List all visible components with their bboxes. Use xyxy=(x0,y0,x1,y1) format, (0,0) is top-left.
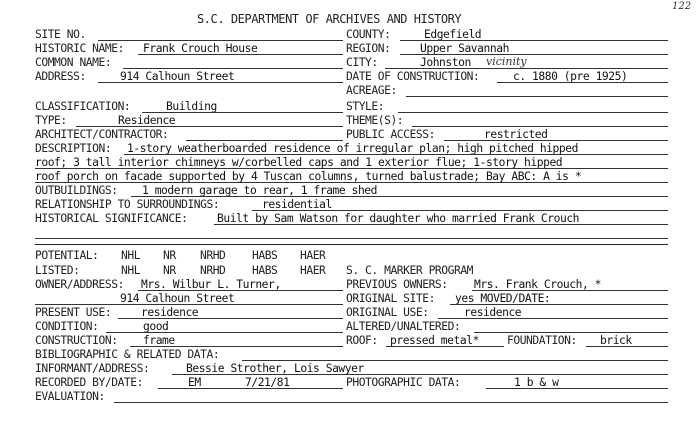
value-recorded-by: EM xyxy=(188,376,201,389)
label-listed: LISTED: xyxy=(35,264,80,277)
label-previous-owners: PREVIOUS OWNERS: xyxy=(346,278,448,291)
rule-photographic xyxy=(486,388,668,389)
rule-owner-1 xyxy=(138,290,343,291)
value-date-of-construction: c. 1880 (pre 1925) xyxy=(513,70,628,83)
value-county: Edgefield xyxy=(424,28,482,41)
rule-style xyxy=(398,112,668,113)
value-construction: frame xyxy=(143,334,175,347)
label-address: ADDRESS: xyxy=(35,70,86,83)
label-site-no: SITE NO. xyxy=(35,28,86,41)
rule-classification xyxy=(142,112,343,113)
rule-altered xyxy=(474,332,668,333)
value-foundation: brick xyxy=(600,334,632,347)
value-present-use: residence xyxy=(141,306,199,319)
rule-theme xyxy=(412,126,668,127)
rule-present-use xyxy=(118,318,343,319)
rule-foundation xyxy=(586,346,668,347)
value-previous-owners: Mrs. Frank Crouch, * xyxy=(474,278,602,291)
value-city-note: vicinity xyxy=(486,55,527,68)
rule-address xyxy=(98,82,343,83)
potential-code-nrhd: NRHD xyxy=(200,249,226,262)
rule-original-use xyxy=(438,318,668,319)
value-original-use: residence xyxy=(464,306,522,319)
label-evaluation: EVALUATION: xyxy=(35,390,105,403)
label-city: CITY: xyxy=(346,56,378,69)
value-relationship: residential xyxy=(262,198,332,211)
rule-date-of-construction xyxy=(497,82,668,83)
label-condition: CONDITION: xyxy=(35,320,99,333)
rule-county xyxy=(400,40,668,41)
rule-description-2 xyxy=(35,168,668,169)
rule-common-name xyxy=(123,68,343,69)
rule-public-access xyxy=(444,140,668,141)
section-divider xyxy=(35,244,668,245)
potential-code-haer: HAER xyxy=(300,249,326,262)
label-county: COUNTY: xyxy=(346,28,391,41)
label-architect: ARCHITECT/CONTRACTOR: xyxy=(35,128,169,141)
rule-description-3 xyxy=(35,182,668,183)
form-title: S.C. DEPARTMENT OF ARCHIVES AND HISTORY xyxy=(197,12,462,26)
rule-significance-2 xyxy=(35,238,668,239)
rule-bibliographic xyxy=(242,360,668,361)
label-common-name: COMMON NAME: xyxy=(35,56,112,69)
rule-previous-owners xyxy=(472,290,668,291)
potential-code-nr: NR xyxy=(163,249,176,262)
value-description-line-1: 1-story weatherboarded residence of irregular plan; high pitched hipped xyxy=(127,142,578,155)
label-potential: POTENTIAL: xyxy=(35,249,99,262)
rule-site-no xyxy=(98,40,343,41)
value-description-line-2: roof; 3 tall interior chimneys w/corbelled caps and 1 exterior flue; 1-story hipped xyxy=(35,156,563,169)
rule-condition xyxy=(106,332,343,333)
label-classification: CLASSIFICATION: xyxy=(35,100,131,113)
label-roof: ROOF: xyxy=(346,334,378,347)
page-number: 122 xyxy=(672,1,692,12)
label-public-access: PUBLIC ACCESS: xyxy=(346,128,435,141)
rule-construction xyxy=(130,346,343,347)
label-original-use: ORIGINAL USE: xyxy=(346,306,429,319)
rule-owner-2 xyxy=(35,304,343,305)
listed-code-nrhd: NRHD xyxy=(200,264,226,277)
label-foundation: FOUNDATION: xyxy=(507,334,577,347)
label-photographic: PHOTOGRAPHIC DATA: xyxy=(346,376,461,389)
value-informant: Bessie Strother, Lois Sawyer xyxy=(186,362,364,375)
value-outbuildings: 1 modern garage to rear, 1 frame shed xyxy=(142,184,377,197)
rule-type xyxy=(76,126,343,127)
listed-code-haer: HAER xyxy=(300,264,326,277)
label-owner-address: OWNER/ADDRESS: xyxy=(35,278,124,291)
rule-city xyxy=(385,68,668,69)
label-bibliographic: BIBLIOGRAPHIC & RELATED DATA: xyxy=(35,348,220,361)
value-type: Residence xyxy=(118,114,176,127)
rule-relationship xyxy=(252,210,668,211)
value-roof: pressed metal* xyxy=(390,334,479,347)
value-owner-line-2: 914 Calhoun Street xyxy=(120,292,235,305)
listed-code-nr: NR xyxy=(163,264,176,277)
listed-code-habs: HABS xyxy=(252,264,278,277)
rule-acreage xyxy=(406,96,668,97)
label-historic-name: HISTORIC NAME: xyxy=(35,42,124,55)
label-type: TYPE: xyxy=(35,114,67,127)
label-recorded-by: RECORDED BY/DATE: xyxy=(35,376,143,389)
value-original-site: yes MOVED/DATE: xyxy=(455,292,551,305)
label-significance: HISTORICAL SIGNIFICANCE: xyxy=(35,212,188,225)
potential-code-nhl: NHL xyxy=(121,249,141,262)
value-photographic: 1 b & w xyxy=(514,376,559,389)
rule-recorded-by xyxy=(158,388,343,389)
label-construction: CONSTRUCTION: xyxy=(35,334,118,347)
label-acreage: ACREAGE: xyxy=(346,84,397,97)
rule-region xyxy=(400,54,668,55)
value-region: Upper Savannah xyxy=(420,42,509,55)
rule-description-1 xyxy=(124,154,668,155)
rule-evaluation xyxy=(114,402,668,403)
label-original-site: ORIGINAL SITE: xyxy=(346,292,435,305)
label-marker-program: S. C. MARKER PROGRAM xyxy=(346,264,474,277)
value-historic-name: Frank Crouch House xyxy=(143,42,258,55)
label-relationship: RELATIONSHIP TO SURROUNDINGS: xyxy=(35,198,220,211)
value-owner-line-1: Mrs. Wilbur L. Turner, xyxy=(141,278,281,291)
label-present-use: PRESENT USE: xyxy=(35,306,112,319)
rule-informant xyxy=(172,374,668,375)
value-address: 914 Calhoun Street xyxy=(120,70,235,83)
label-outbuildings: OUTBUILDINGS: xyxy=(35,184,118,197)
rule-historic-name xyxy=(138,54,343,55)
value-condition: good xyxy=(143,320,169,333)
label-region: REGION: xyxy=(346,42,391,55)
value-city: Johnston xyxy=(420,56,471,69)
label-informant: INFORMANT/ADDRESS: xyxy=(35,362,150,375)
rule-outbuildings xyxy=(131,196,668,197)
value-description-line-3: roof porch on facade supported by 4 Tuscan columns, turned balustrade; Bay ABC: A is * xyxy=(35,170,582,183)
rule-significance-1 xyxy=(214,224,668,225)
rule-original-site xyxy=(450,304,668,305)
rule-architect xyxy=(186,140,343,141)
value-recorded-date: 7/21/81 xyxy=(245,376,290,389)
value-significance: Built by Sam Watson for daughter who married Frank Crouch xyxy=(217,212,580,225)
label-description: DESCRIPTION: xyxy=(35,142,112,155)
listed-code-nhl: NHL xyxy=(121,264,141,277)
label-theme: THEME(S): xyxy=(346,114,404,127)
label-date-of-construction: DATE OF CONSTRUCTION: xyxy=(346,70,480,83)
rule-roof xyxy=(386,346,504,347)
value-public-access: restricted xyxy=(484,128,548,141)
potential-code-habs: HABS xyxy=(252,249,278,262)
value-classification: Building xyxy=(166,100,217,113)
label-altered: ALTERED/UNALTERED: xyxy=(346,320,461,333)
label-style: STYLE: xyxy=(346,100,385,113)
